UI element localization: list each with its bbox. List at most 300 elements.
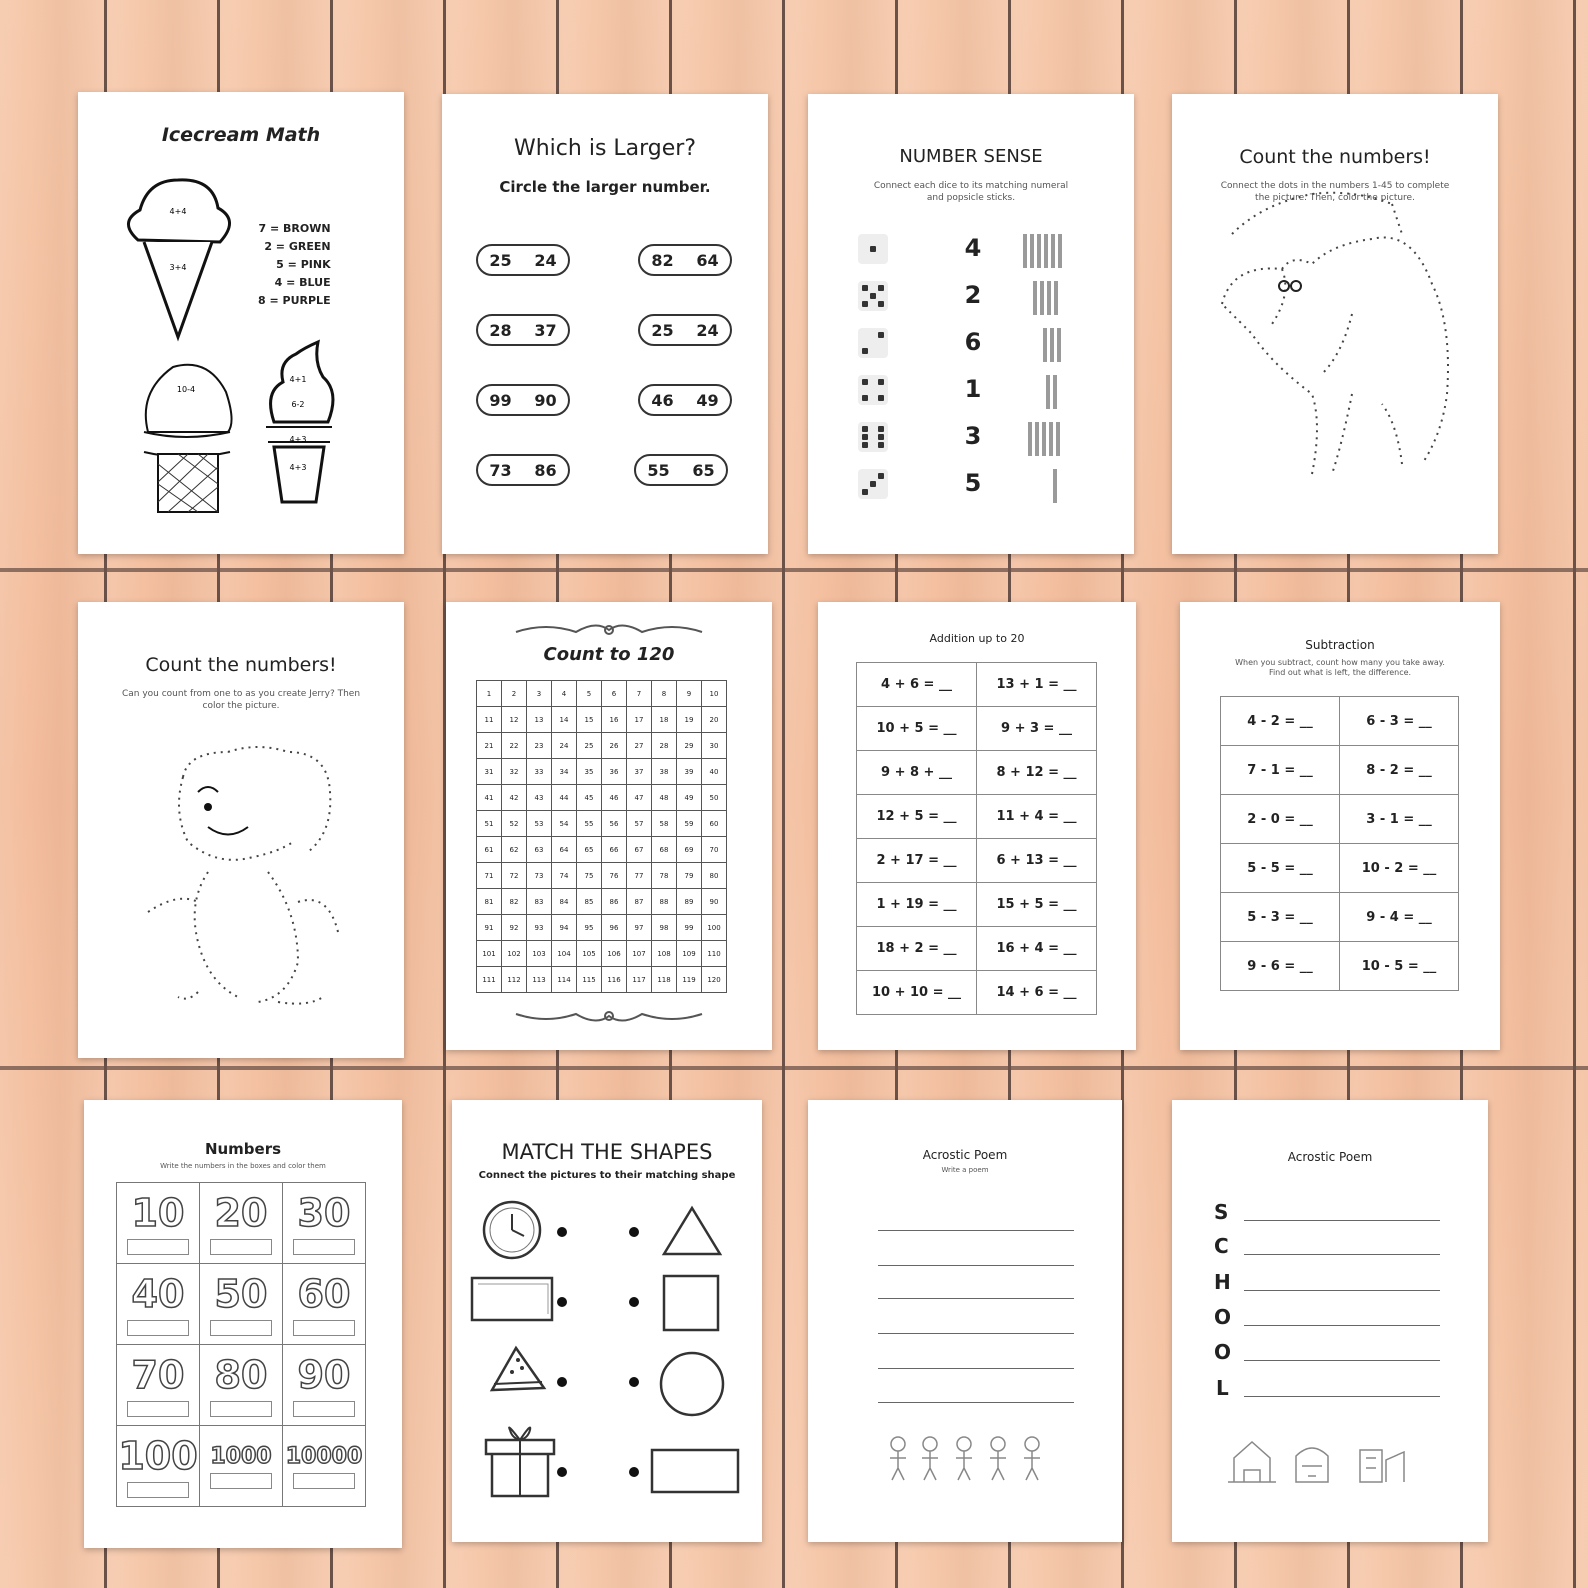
- equation-row: [857, 663, 1097, 707]
- children-illustration-icon: [808, 1430, 1122, 1490]
- worksheet-acrostic-poem: [808, 1100, 1122, 1542]
- equation-cell: 8 - 2 = __: [1340, 746, 1459, 795]
- chart-cell: 112: [502, 967, 527, 993]
- equation-row: [857, 839, 1097, 883]
- chart-cell: 16: [602, 707, 627, 733]
- chart-cell: 71: [477, 863, 502, 889]
- chart-row: [477, 733, 727, 759]
- plank-seam: [0, 568, 1588, 572]
- chart-cell: 20: [702, 707, 727, 733]
- addition-table: [856, 662, 1097, 1015]
- chart-cell: 47: [627, 785, 652, 811]
- chart-cell: 14: [552, 707, 577, 733]
- dice-icon: [858, 469, 888, 499]
- outline-number: 30: [297, 1191, 351, 1235]
- chart-cell: 101: [477, 941, 502, 967]
- chart-cell: 119: [677, 967, 702, 993]
- chart-cell: 86: [602, 889, 627, 915]
- chart-cell: 5: [577, 681, 602, 707]
- chart-cell: 93: [527, 915, 552, 941]
- chart-cell: 91: [477, 915, 502, 941]
- writing-line: [878, 1298, 1074, 1299]
- chart-cell: 27: [627, 733, 652, 759]
- numeral: 2: [964, 281, 982, 309]
- plank-seam: [0, 1066, 1588, 1070]
- chart-cell: 3: [527, 681, 552, 707]
- outline-number: 1000: [210, 1443, 272, 1469]
- page-title: Subtraction: [1305, 638, 1375, 652]
- chart-cell: 31: [477, 759, 502, 785]
- writing-line: [1244, 1325, 1440, 1326]
- watermelon-icon: [492, 1348, 544, 1390]
- page-title: Acrostic Poem: [922, 1148, 1008, 1162]
- chart-cell: 102: [502, 941, 527, 967]
- chart-cell: 118: [652, 967, 677, 993]
- chart-cell: 29: [677, 733, 702, 759]
- chart-cell: 30: [702, 733, 727, 759]
- numbers-row: [117, 1183, 366, 1264]
- circle-shape: [661, 1353, 723, 1415]
- numbers-cell: [200, 1264, 283, 1345]
- chart-cell: 36: [602, 759, 627, 785]
- answer-box[interactable]: [210, 1473, 272, 1489]
- equation-cell: 10 + 10 = __: [857, 971, 977, 1015]
- equation-row: [857, 971, 1097, 1015]
- chart-cell: 26: [602, 733, 627, 759]
- equation-cell: 13 + 1 = __: [977, 663, 1097, 707]
- page-subtitle: Write a poem: [941, 1166, 989, 1174]
- outline-number: 50: [214, 1272, 268, 1316]
- chart-cell: 111: [477, 967, 502, 993]
- numbers-cell: [283, 1345, 366, 1426]
- number-pair: 73 86: [476, 454, 570, 486]
- writing-line: [1244, 1254, 1440, 1255]
- svg-text:6-2: 6-2: [291, 400, 305, 409]
- numbers-table: [116, 1182, 366, 1507]
- worksheet-count-numbers-mouse: [78, 602, 404, 1058]
- dice-icon: [858, 375, 888, 405]
- dice-row: [808, 422, 1134, 462]
- worksheet-acrostic-school: [1172, 1100, 1488, 1542]
- chart-cell: 57: [627, 811, 652, 837]
- acrostic-letter: H: [1214, 1270, 1231, 1294]
- writing-line: [878, 1265, 1074, 1266]
- numbers-cell: [283, 1264, 366, 1345]
- chart-cell: 77: [627, 863, 652, 889]
- equation-row: [1221, 746, 1459, 795]
- number-pair: 82 64: [638, 244, 732, 276]
- popsicle-sticks: [1046, 375, 1057, 409]
- equation-cell: 2 + 17 = __: [857, 839, 977, 883]
- chart-cell: 98: [652, 915, 677, 941]
- chart-row: [477, 707, 727, 733]
- dice-row: [808, 469, 1134, 509]
- answer-box[interactable]: [127, 1401, 189, 1417]
- chart-cell: 9: [677, 681, 702, 707]
- chart-cell: 92: [502, 915, 527, 941]
- dice-icon: [858, 281, 888, 311]
- chart-cell: 64: [552, 837, 577, 863]
- chart-cell: 65: [577, 837, 602, 863]
- chart-cell: 58: [652, 811, 677, 837]
- page-subtitle: Write the numbers in the boxes and color them: [160, 1162, 326, 1170]
- chart-cell: 17: [627, 707, 652, 733]
- chart-cell: 11: [477, 707, 502, 733]
- match-dot: [629, 1227, 639, 1237]
- numbers-cell: [283, 1426, 366, 1507]
- chart-cell: 52: [502, 811, 527, 837]
- page-title: Count to 120: [543, 644, 675, 665]
- chart-cell: 15: [577, 707, 602, 733]
- writing-line: [878, 1368, 1074, 1369]
- legend-item: 2 = GREEN: [264, 240, 331, 253]
- acrostic-letter: S: [1214, 1200, 1229, 1224]
- gift-box-icon: [486, 1428, 554, 1496]
- chart-cell: 10: [702, 681, 727, 707]
- outline-number: 60: [297, 1272, 351, 1316]
- numeral: 1: [964, 375, 982, 403]
- answer-box[interactable]: [210, 1320, 272, 1336]
- chart-cell: 59: [677, 811, 702, 837]
- match-dot: [629, 1377, 639, 1387]
- number-pair: 25 24: [638, 314, 732, 346]
- chart-cell: 61: [477, 837, 502, 863]
- equation-cell: 9 - 4 = __: [1340, 893, 1459, 942]
- chart-cell: 75: [577, 863, 602, 889]
- chart-cell: 83: [527, 889, 552, 915]
- chart-cell: 114: [552, 967, 577, 993]
- equation-cell: 6 - 3 = __: [1340, 697, 1459, 746]
- chart-cell: 2: [502, 681, 527, 707]
- equation-row: [857, 927, 1097, 971]
- chart-cell: 8: [652, 681, 677, 707]
- outline-number: 10000: [285, 1443, 363, 1469]
- numeral: 5: [964, 469, 982, 497]
- clock-icon: [484, 1202, 540, 1258]
- ornament-top-icon: [446, 616, 772, 646]
- numbers-cell: [117, 1426, 200, 1507]
- chart-cell: 116: [602, 967, 627, 993]
- equation-cell: 4 + 6 = __: [857, 663, 977, 707]
- match-dot: [557, 1377, 567, 1387]
- acrostic-letter: C: [1214, 1234, 1229, 1258]
- chart-cell: 42: [502, 785, 527, 811]
- chart-cell: 19: [677, 707, 702, 733]
- numbers-cell: [200, 1183, 283, 1264]
- chart-cell: 12: [502, 707, 527, 733]
- outline-number: 40: [131, 1272, 185, 1316]
- popsicle-sticks: [1028, 422, 1060, 456]
- equation-cell: 3 - 1 = __: [1340, 795, 1459, 844]
- equation-cell: 5 - 3 = __: [1221, 893, 1340, 942]
- match-dot: [557, 1467, 567, 1477]
- page-subtitle: Connect the pictures to their matching shape: [478, 1170, 736, 1181]
- page-subtitle: Connect each dice to its matching numeral and popsicle sticks.: [873, 181, 1069, 203]
- numbers-cell: [117, 1183, 200, 1264]
- chart-cell: 67: [627, 837, 652, 863]
- legend-item: 8 = PURPLE: [258, 294, 331, 307]
- dice-icon: [858, 328, 888, 358]
- chart-cell: 60: [702, 811, 727, 837]
- chart-cell: 1: [477, 681, 502, 707]
- numbers-cell: [283, 1183, 366, 1264]
- equation-row: [1221, 942, 1459, 991]
- chart-row: [477, 837, 727, 863]
- chart-cell: 81: [477, 889, 502, 915]
- match-dot: [629, 1467, 639, 1477]
- match-dot: [629, 1297, 639, 1307]
- popsicle-sticks: [1023, 234, 1062, 268]
- chart-cell: 18: [652, 707, 677, 733]
- chart-cell: 39: [677, 759, 702, 785]
- page-title: Numbers: [204, 1140, 282, 1158]
- equation-row: [857, 883, 1097, 927]
- equation-cell: 9 - 6 = __: [1221, 942, 1340, 991]
- chart-cell: 62: [502, 837, 527, 863]
- number-pair: 25 24: [476, 244, 570, 276]
- answer-box[interactable]: [127, 1482, 189, 1498]
- writing-line: [1244, 1220, 1440, 1221]
- popsicle-sticks: [1043, 328, 1061, 362]
- chart-row: [477, 941, 727, 967]
- equation-row: [857, 795, 1097, 839]
- chart-cell: 63: [527, 837, 552, 863]
- outline-number: 20: [214, 1191, 268, 1235]
- writing-line: [878, 1333, 1074, 1334]
- chart-cell: 106: [602, 941, 627, 967]
- equation-row: [1221, 893, 1459, 942]
- worksheet-number-sense: [808, 94, 1134, 554]
- equation-cell: 9 + 8 + __: [857, 751, 977, 795]
- answer-box[interactable]: [293, 1239, 355, 1255]
- equation-row: [1221, 697, 1459, 746]
- chart-cell: 28: [652, 733, 677, 759]
- dice-row: [808, 281, 1134, 321]
- answer-box[interactable]: [210, 1401, 272, 1417]
- chart-cell: 103: [527, 941, 552, 967]
- chart-cell: 78: [652, 863, 677, 889]
- page-title: Acrostic Poem: [1287, 1150, 1373, 1164]
- chart-cell: 49: [677, 785, 702, 811]
- answer-box[interactable]: [127, 1239, 189, 1255]
- chart-cell: 72: [502, 863, 527, 889]
- chart-cell: 43: [527, 785, 552, 811]
- answer-box[interactable]: [293, 1473, 355, 1489]
- ornament-bottom-icon: [446, 1002, 772, 1032]
- popsicle-sticks: [1053, 469, 1057, 503]
- chart-cell: 90: [702, 889, 727, 915]
- chart-cell: 53: [527, 811, 552, 837]
- number-pair: 28 37: [476, 314, 570, 346]
- numbers-row: [117, 1426, 366, 1507]
- equation-cell: 14 + 6 = __: [977, 971, 1097, 1015]
- equation-cell: 7 - 1 = __: [1221, 746, 1340, 795]
- numeral: 3: [964, 422, 982, 450]
- chart-cell: 117: [627, 967, 652, 993]
- equation-cell: 10 - 5 = __: [1340, 942, 1459, 991]
- equation-cell: 9 + 3 = __: [977, 707, 1097, 751]
- rectangle-sign-icon: [472, 1278, 552, 1320]
- chart-cell: 32: [502, 759, 527, 785]
- legend-item: 5 = PINK: [276, 258, 331, 271]
- page-title: Count the numbers!: [145, 654, 337, 676]
- dot-to-dot-mouse-icon: [78, 602, 404, 1058]
- writing-line: [878, 1402, 1074, 1403]
- acrostic-letter: L: [1216, 1376, 1229, 1400]
- answer-box[interactable]: [293, 1401, 355, 1417]
- chart-cell: 48: [652, 785, 677, 811]
- chart-cell: 94: [552, 915, 577, 941]
- writing-line: [878, 1230, 1074, 1231]
- outline-number: 10: [131, 1191, 185, 1235]
- answer-box[interactable]: [210, 1239, 272, 1255]
- chart-row: [477, 811, 727, 837]
- numbers-cell: [117, 1345, 200, 1426]
- equation-row: [1221, 795, 1459, 844]
- chart-row: [477, 915, 727, 941]
- shapes-illustration: [452, 1100, 762, 1542]
- chart-cell: 33: [527, 759, 552, 785]
- chart-cell: 13: [527, 707, 552, 733]
- rectangle-shape: [652, 1450, 738, 1492]
- chart-cell: 99: [677, 915, 702, 941]
- match-dot: [557, 1227, 567, 1237]
- page-title: MATCH THE SHAPES: [501, 1140, 713, 1164]
- chart-cell: 88: [652, 889, 677, 915]
- chart-cell: 76: [602, 863, 627, 889]
- writing-line: [1244, 1396, 1440, 1397]
- hundreds-chart: [476, 680, 727, 993]
- svg-text:4+4: 4+4: [169, 207, 187, 216]
- equation-cell: 10 + 5 = __: [857, 707, 977, 751]
- chart-row: [477, 863, 727, 889]
- equation-cell: 10 - 2 = __: [1340, 844, 1459, 893]
- page-subtitle: Can you count from one to as you create Jerry? Then color the picture.: [121, 689, 361, 711]
- chart-cell: 108: [652, 941, 677, 967]
- chart-cell: 69: [677, 837, 702, 863]
- chart-cell: 80: [702, 863, 727, 889]
- numeral: 4: [964, 234, 982, 262]
- svg-text:4+1: 4+1: [289, 375, 307, 384]
- equation-row: [857, 707, 1097, 751]
- outline-number: 80: [214, 1353, 268, 1397]
- page-title: Icecream Math: [161, 124, 321, 146]
- icecream-cone-icon: [78, 92, 404, 554]
- svg-text:4+3: 4+3: [289, 435, 307, 444]
- equation-cell: 18 + 2 = __: [857, 927, 977, 971]
- chart-cell: 23: [527, 733, 552, 759]
- dice-icon: [858, 234, 888, 264]
- chart-cell: 70: [702, 837, 727, 863]
- chart-cell: 120: [702, 967, 727, 993]
- acrostic-letter: O: [1214, 1340, 1232, 1364]
- chart-cell: 22: [502, 733, 527, 759]
- subtraction-table: [1220, 696, 1459, 991]
- number-pair: 99 90: [476, 384, 570, 416]
- chart-cell: 68: [652, 837, 677, 863]
- svg-text:3+4: 3+4: [169, 263, 187, 272]
- chart-cell: 113: [527, 967, 552, 993]
- number-pair: 55 65: [634, 454, 728, 486]
- triangle-shape: [664, 1208, 720, 1254]
- numbers-cell: [200, 1345, 283, 1426]
- answer-box[interactable]: [127, 1320, 189, 1336]
- worksheet-numbers: [84, 1100, 402, 1548]
- chart-cell: 40: [702, 759, 727, 785]
- worksheet-count-numbers-dino: [1172, 94, 1498, 554]
- worksheet-subtraction: [1180, 602, 1500, 1050]
- chart-cell: 85: [577, 889, 602, 915]
- svg-text:4+3: 4+3: [289, 463, 307, 472]
- equation-cell: 2 - 0 = __: [1221, 795, 1340, 844]
- chart-cell: 46: [602, 785, 627, 811]
- color-legend: [258, 220, 331, 310]
- worksheet-count-to-120: [446, 602, 772, 1050]
- chart-cell: 35: [577, 759, 602, 785]
- chart-cell: 21: [477, 733, 502, 759]
- chart-cell: 6: [602, 681, 627, 707]
- chart-cell: 37: [627, 759, 652, 785]
- chart-cell: 105: [577, 941, 602, 967]
- chart-row: [477, 785, 727, 811]
- dice-row: [808, 328, 1134, 368]
- equation-cell: 4 - 2 = __: [1221, 697, 1340, 746]
- number-pair: 46 49: [638, 384, 732, 416]
- page-subtitle: Circle the larger number.: [499, 178, 711, 196]
- numeral: 6: [964, 328, 982, 356]
- numbers-cell: [200, 1426, 283, 1507]
- chart-cell: 4: [552, 681, 577, 707]
- chart-cell: 89: [677, 889, 702, 915]
- equation-cell: 16 + 4 = __: [977, 927, 1097, 971]
- chart-cell: 56: [602, 811, 627, 837]
- chart-row: [477, 681, 727, 707]
- page-title: NUMBER SENSE: [899, 146, 1043, 167]
- chart-cell: 24: [552, 733, 577, 759]
- match-dot: [557, 1297, 567, 1307]
- chart-cell: 96: [602, 915, 627, 941]
- school-illustration-icon: [1172, 1430, 1488, 1500]
- svg-text:10-4: 10-4: [176, 385, 196, 394]
- chart-cell: 104: [552, 941, 577, 967]
- worksheet-addition: [818, 602, 1136, 1050]
- page-title: Which is Larger?: [513, 136, 697, 161]
- equation-cell: 15 + 5 = __: [977, 883, 1097, 927]
- dice-row: [808, 234, 1134, 274]
- chart-cell: 50: [702, 785, 727, 811]
- page-subtitle: Connect the dots in the numbers 1-45 to complete the picture. Then, color the picture.: [1220, 181, 1450, 203]
- chart-cell: 7: [627, 681, 652, 707]
- chart-cell: 107: [627, 941, 652, 967]
- outline-number: 70: [131, 1353, 185, 1397]
- answer-box[interactable]: [293, 1320, 355, 1336]
- chart-cell: 73: [527, 863, 552, 889]
- chart-cell: 82: [502, 889, 527, 915]
- numbers-cell: [117, 1264, 200, 1345]
- chart-cell: 109: [677, 941, 702, 967]
- chart-cell: 74: [552, 863, 577, 889]
- chart-cell: 87: [627, 889, 652, 915]
- equation-cell: 1 + 19 = __: [857, 883, 977, 927]
- chart-cell: 110: [702, 941, 727, 967]
- outline-number: 90: [297, 1353, 351, 1397]
- page-title: Addition up to 20: [929, 632, 1025, 645]
- chart-cell: 44: [552, 785, 577, 811]
- chart-cell: 25: [577, 733, 602, 759]
- chart-cell: 84: [552, 889, 577, 915]
- equation-row: [857, 751, 1097, 795]
- equation-cell: 6 + 13 = __: [977, 839, 1097, 883]
